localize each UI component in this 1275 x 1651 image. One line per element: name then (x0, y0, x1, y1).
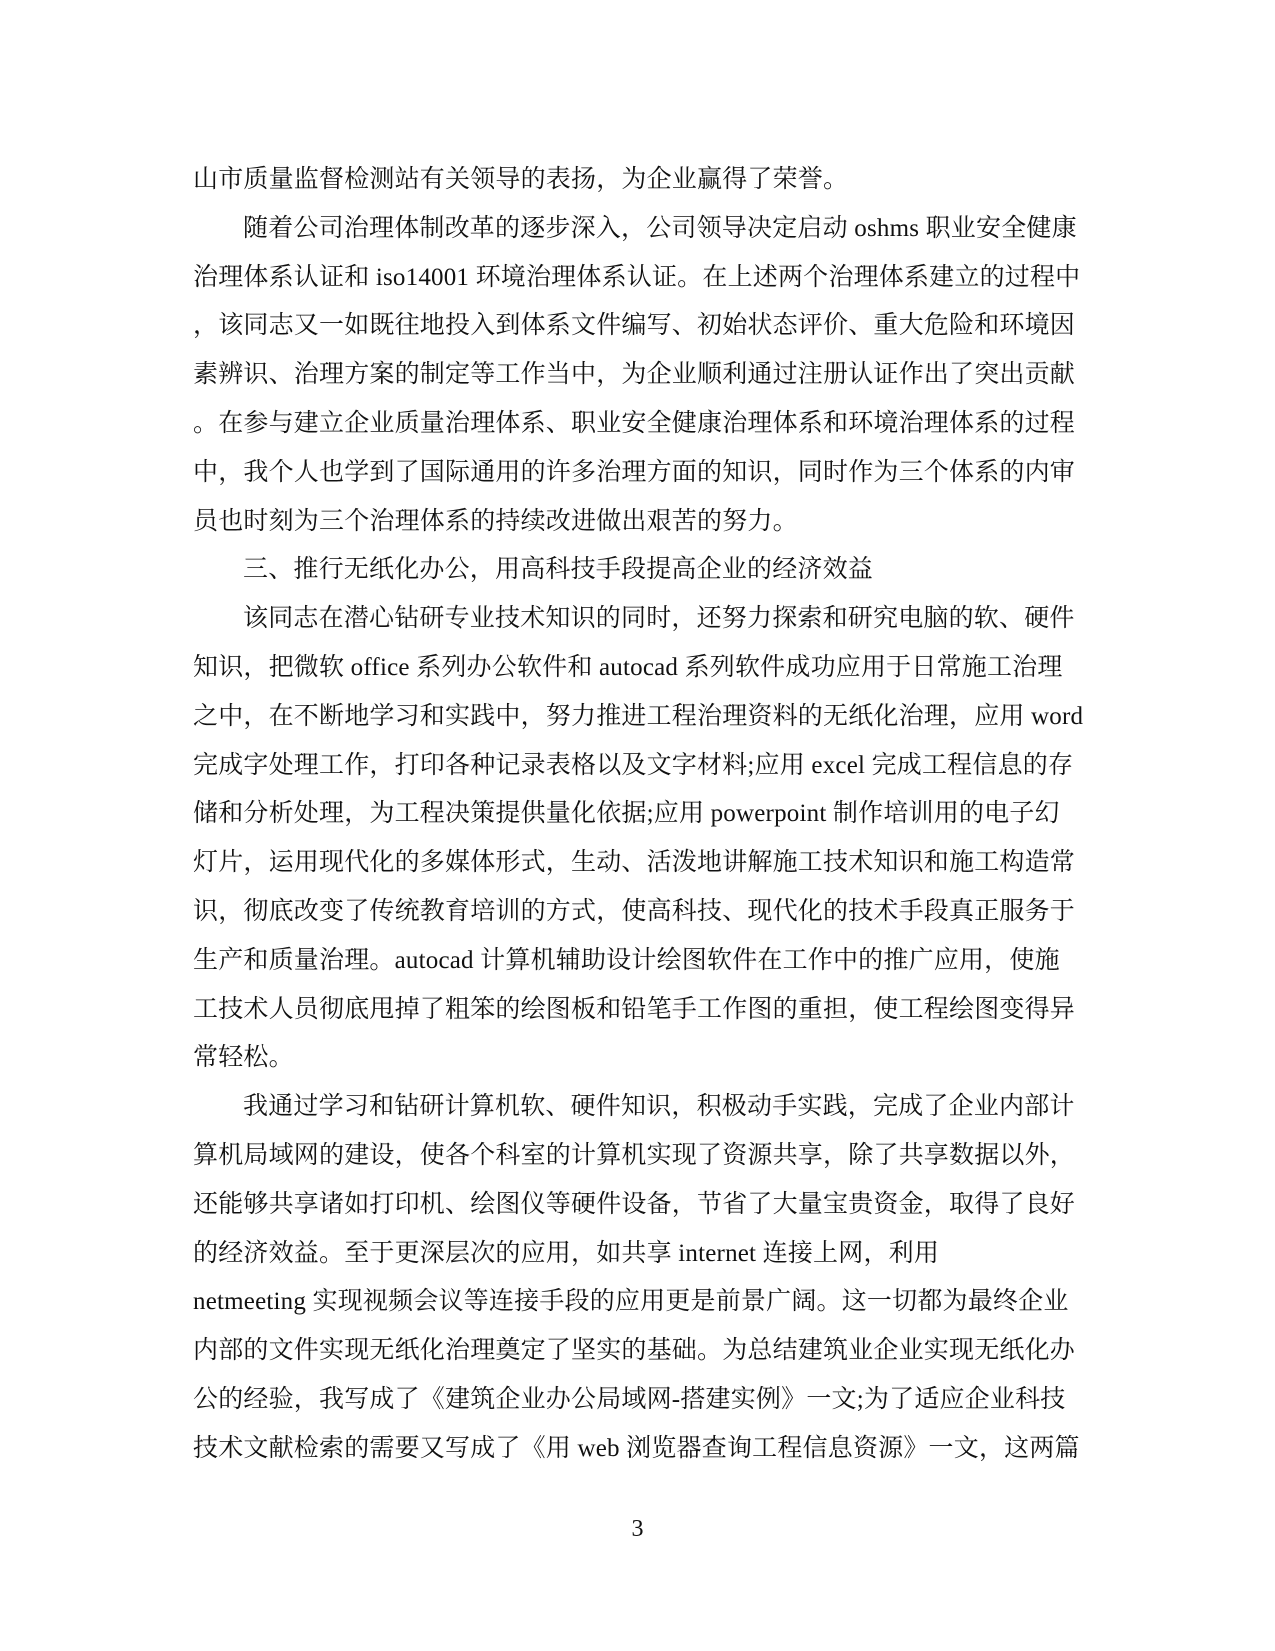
text-line: 该同志在潜心钻研专业技术知识的同时，还努力探索和研究电脑的软、硬件 (243, 605, 1075, 633)
text-line: 生产和质量治理。autocad 计算机辅助设计绘图软件在工作中的推广应用，使施 (193, 946, 1060, 974)
text-line: 员也时刻为三个治理体系的持续改进做出艰苦的努力。 (193, 507, 798, 535)
text-line: 常轻松。 (193, 1044, 294, 1072)
text-line: 三、推行无纸化办公，用高科技手段提高企业的经济效益 (243, 556, 874, 584)
text-line: 工技术人员彻底甩掉了粗笨的绘图板和铅笔手工作图的重担，使工程绘图变得异 (193, 995, 1076, 1023)
page-number: 3 (631, 1516, 644, 1542)
text-line: 中，我个人也学到了国际通用的许多治理方面的知识，同时作为三个体系的内审 (193, 458, 1076, 486)
text-line: 的经济效益。至于更深层次的应用，如共享 internet 连接上网，利用 (193, 1239, 940, 1267)
text-line: 随着公司治理体制改革的逐步深入，公司领导决定启动 oshms 职业安全健康 (243, 214, 1077, 242)
text-line: 还能够共享诸如打印机、绘图仪等硬件设备，节省了大量宝贵资金，取得了良好 (193, 1190, 1076, 1218)
text-line: 知识，把微软 office 系列办公软件和 autocad 系列软件成功应用于日常施工治理 (193, 653, 1063, 681)
text-line: 我通过学习和钻研计算机软、硬件知识，积极动手实践，完成了企业内部计 (243, 1093, 1075, 1121)
text-line: ，该同志又一如既往地投入到体系文件编写、初始状态评价、重大危险和环境因 (193, 312, 1076, 340)
text-lines (193, 156, 1123, 1474)
text-line: 山市质量监督检测站有关领导的表扬，为企业赢得了荣誉。 (193, 166, 849, 193)
text-line: 治理体系认证和 iso14001 环境治理体系认证。在上述两个治理体系建立的过程中 (193, 263, 1081, 291)
text-line: 技术文献检索的需要又写成了《用 web 浏览器查询工程信息资源》一文，这两篇 (193, 1434, 1080, 1462)
text-line: 储和分析处理，为工程决策提供量化依据;应用 powerpoint 制作培训用的电子幻 (193, 800, 1060, 828)
text-line: netmeeting 实现视频会议等连接手段的应用更是前景广阔。这一切都为最终企业 (193, 1288, 1069, 1316)
text-line: 灯片，运用现代化的多媒体形式，生动、活泼地讲解施工技术知识和施工构造常 (193, 849, 1076, 877)
text-line: 之中，在不断地学习和实践中，努力推进工程治理资料的无纸化治理，应用 word (193, 702, 1084, 730)
text-line: 算机局域网的建设，使各个科室的计算机实现了资源共享，除了共享数据以外， (193, 1141, 1076, 1169)
text-line: 识，彻底改变了传统教育培训的方式，使高科技、现代化的技术手段真正服务于 (193, 897, 1076, 925)
text-line: 。在参与建立企业质量治理体系、职业安全健康治理体系和环境治理体系的过程 (193, 409, 1076, 437)
text-line: 完成字处理工作，打印各种记录表格以及文字材料;应用 excel 完成工程信息的存 (193, 751, 1074, 779)
text-line: 内部的文件实现无纸化治理奠定了坚实的基础。为总结建筑业企业实现无纸化办 (193, 1337, 1076, 1365)
text-line: 素辨识、治理方案的制定等工作当中，为企业顺利通过注册认证作出了突出贡献 (193, 361, 1076, 389)
text-line: 公的经验，我写成了《建筑企业办公局域网-搭建实例》一文;为了适应企业科技 (193, 1385, 1066, 1413)
